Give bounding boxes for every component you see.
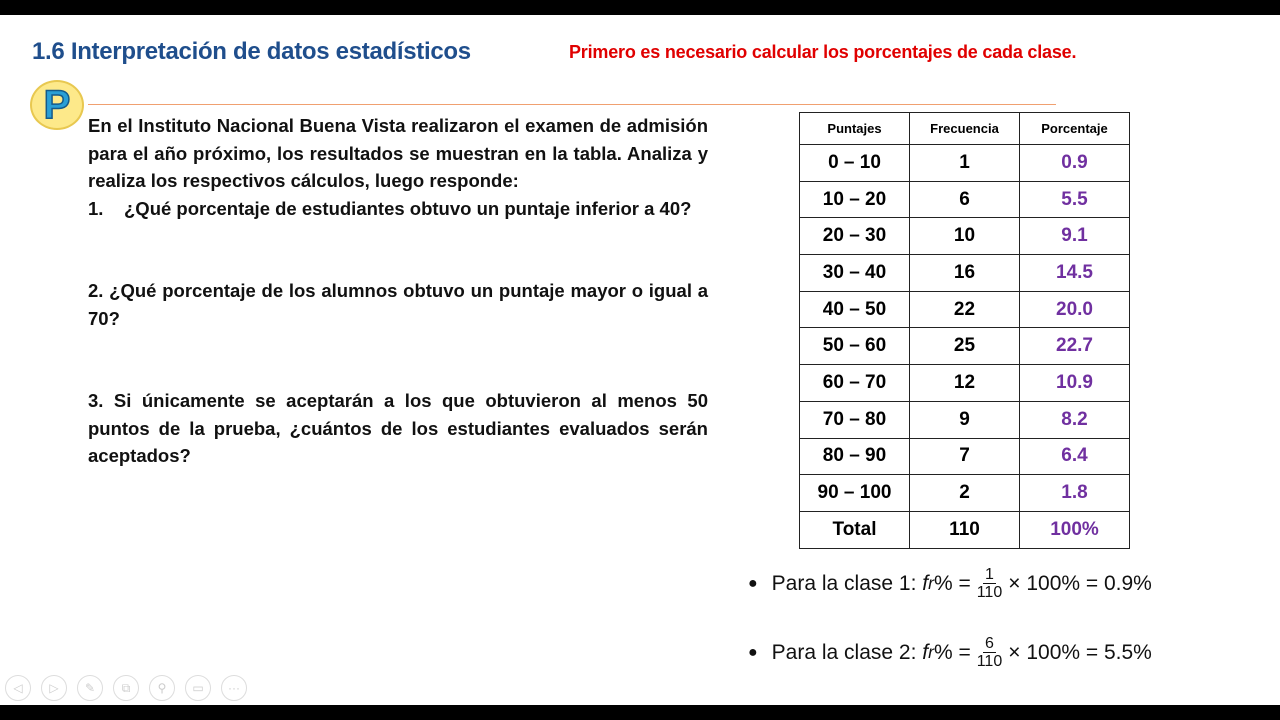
table-row: [800, 401, 1130, 438]
score-range-cell: 10 – 20: [800, 181, 910, 218]
bullet-prefix: Para la clase 1:: [771, 571, 917, 595]
table-row: [800, 218, 1130, 255]
table-row: [800, 181, 1130, 218]
score-range-cell: 20 – 30: [800, 218, 910, 255]
bullet-icon: ●: [748, 643, 758, 661]
next-slide-icon: ▷: [49, 681, 59, 695]
frequency-cell: 110: [910, 511, 1020, 548]
table-row: [800, 475, 1130, 512]
percentage-cell: 9.1: [1020, 218, 1130, 255]
total-row: [800, 511, 1130, 548]
slide-title: 1.6 Interpretación de datos estadísticos: [32, 38, 471, 65]
slides-grid-button[interactable]: [113, 675, 139, 701]
pen-tool-icon: ✎: [84, 681, 96, 695]
percentage-cell: 22.7: [1020, 328, 1130, 365]
percentage-cell: 0.9: [1020, 145, 1130, 182]
score-range-cell: 0 – 10: [800, 145, 910, 182]
formula-sub: r: [928, 642, 934, 662]
column-header: Puntajes: [800, 113, 910, 145]
more-options-icon: ···: [228, 681, 240, 695]
percentage-cell: 14.5: [1020, 255, 1130, 292]
score-range-cell: 50 – 60: [800, 328, 910, 365]
table-row: [800, 255, 1130, 292]
question-2: 2. ¿Qué porcentaje de los alumnos obtuvo un puntaje mayor o igual a 70?: [88, 280, 708, 329]
previous-slide-button[interactable]: [5, 675, 31, 701]
zoom-icon: ⚲: [157, 681, 167, 695]
formula-pct: % =: [933, 640, 971, 664]
problem-text: [88, 112, 708, 470]
score-range-cell: 40 – 50: [800, 291, 910, 328]
p-logo-icon: [30, 80, 84, 130]
table-header: [800, 113, 1130, 145]
score-range-cell: 70 – 80: [800, 401, 910, 438]
pen-tool-button[interactable]: [77, 675, 103, 701]
formula-f: f: [922, 571, 929, 595]
divider: [88, 104, 1056, 105]
frequency-cell: 2: [910, 475, 1020, 512]
formula-result: × 100% = 5.5%: [1008, 640, 1152, 664]
bottom-letterbox: [0, 705, 1280, 720]
score-range-cell: 80 – 90: [800, 438, 910, 475]
next-slide-button[interactable]: [41, 675, 67, 701]
frequency-cell: 9: [910, 401, 1020, 438]
score-range-cell: Total: [800, 511, 910, 548]
slides-grid-icon: ⧉: [121, 680, 131, 695]
table-row: [800, 365, 1130, 402]
percentage-cell: 20.0: [1020, 291, 1130, 328]
bullet-class-1: [748, 566, 1152, 601]
table-row: [800, 328, 1130, 365]
formula-f: f: [922, 640, 929, 664]
table-row: [800, 145, 1130, 182]
formula-sub: r: [928, 573, 934, 593]
frequency-cell: 25: [910, 328, 1020, 365]
top-letterbox: [0, 0, 1280, 15]
logo-letter: P: [43, 82, 71, 127]
percentage-cell: 8.2: [1020, 401, 1130, 438]
formula-pct: % =: [933, 571, 971, 595]
frequency-cell: 7: [910, 438, 1020, 475]
fraction: [977, 566, 1003, 601]
score-range-cell: 90 – 100: [800, 475, 910, 512]
formula-result: × 100% = 0.9%: [1008, 571, 1152, 595]
subtitles-icon: ▭: [192, 681, 204, 695]
intro-text: En el Instituto Nacional Buena Vista realizaron el examen de admisión para el año próximo, los resultados se muestran en la tabla. Analiza y realiza los respectivos cálculos, luego responde:: [88, 115, 708, 191]
percentage-cell: 1.8: [1020, 475, 1130, 512]
column-header: Porcentaje: [1020, 113, 1130, 145]
denominator: 110: [976, 653, 1003, 670]
question-number: 1.: [88, 197, 104, 219]
column-header: Frecuencia: [910, 113, 1020, 145]
frequency-cell: 10: [910, 218, 1020, 255]
score-range-cell: 60 – 70: [800, 365, 910, 402]
denominator: 110: [976, 584, 1003, 601]
numerator: 1: [985, 566, 994, 583]
bullet-prefix: Para la clase 2:: [771, 640, 917, 664]
question-3: 3. Si únicamente se aceptarán a los que obtuvieron al menos 50 puntos de la prueba, ¿cuántos de los estudiantes evaluados serán aceptados?: [88, 390, 708, 466]
previous-slide-icon: ◁: [13, 681, 23, 695]
fraction: [977, 635, 1003, 670]
question-text: ¿Qué porcentaje de estudiantes obtuvo un puntaje inferior a 40?: [124, 197, 692, 219]
slideshow-toolbar: [5, 675, 247, 701]
table-row: [800, 291, 1130, 328]
zoom-button[interactable]: [149, 675, 175, 701]
numerator: 6: [985, 635, 994, 652]
frequency-cell: 12: [910, 365, 1020, 402]
bullet-icon: ●: [748, 574, 758, 592]
frequency-cell: 1: [910, 145, 1020, 182]
more-options-button[interactable]: [221, 675, 247, 701]
frequency-cell: 6: [910, 181, 1020, 218]
frequency-cell: 22: [910, 291, 1020, 328]
slide-note: Primero es necesario calcular los porcentajes de cada clase.: [569, 42, 1077, 62]
percentage-cell: 10.9: [1020, 365, 1130, 402]
frequency-cell: 16: [910, 255, 1020, 292]
percentage-cell: 5.5: [1020, 181, 1130, 218]
bullet-class-2: [748, 635, 1152, 670]
percentage-cell: 6.4: [1020, 438, 1130, 475]
subtitles-button[interactable]: [185, 675, 211, 701]
frequency-table: [799, 112, 1130, 549]
score-range-cell: 30 – 40: [800, 255, 910, 292]
table-row: [800, 438, 1130, 475]
question-1: [88, 195, 708, 223]
percentage-cell: 100%: [1020, 511, 1130, 548]
